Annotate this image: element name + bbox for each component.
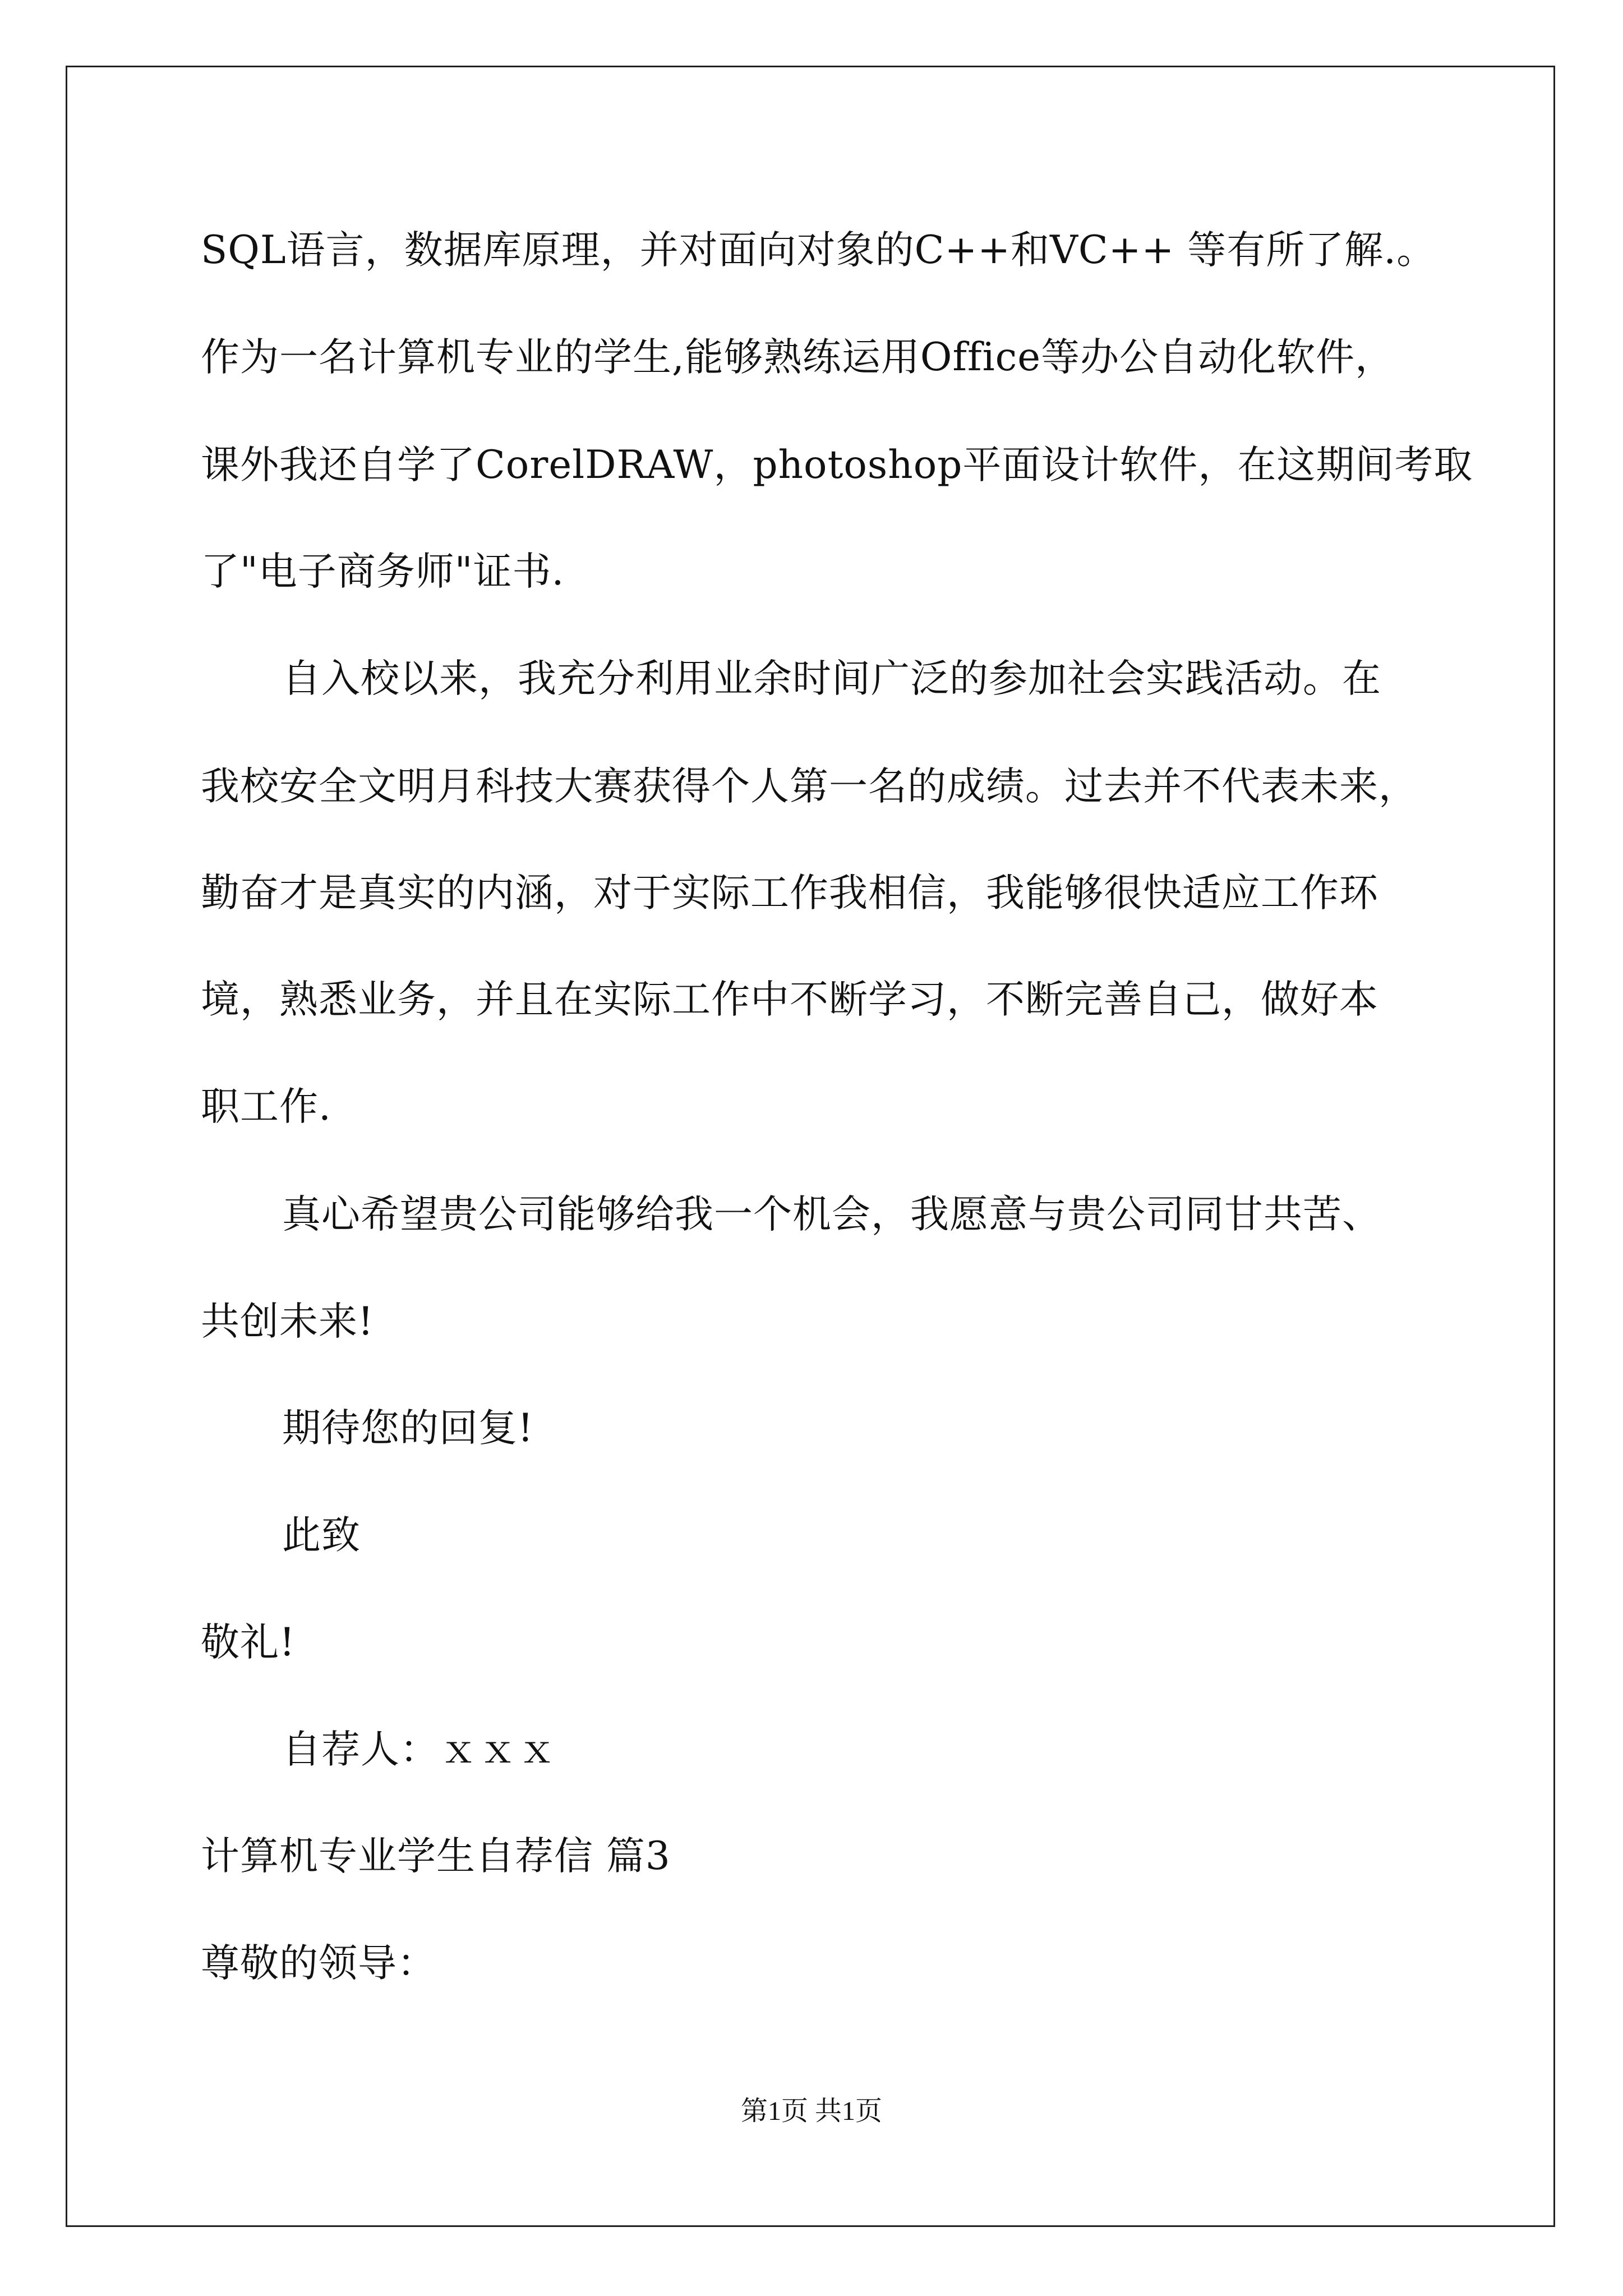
text-line-4: 了"电子商务师"证书. — [201, 549, 565, 594]
paragraph-start-line: 自入校以来，我充分利用业余时间广泛的参加社会实践活动。在 — [282, 656, 1381, 701]
signature-line: 自荐人：ｘｘｘ — [282, 1727, 557, 1772]
text-line-1: SQL语言，数据库原理，并对面向对象的C++和VC++ 等有所了解.。 — [201, 228, 1436, 273]
text-line-7: 勤奋才是真实的内涵，对于实际工作我相信，我能够很快适应工作环 — [201, 871, 1378, 915]
page-footer: 第1页 共1页 — [740, 2096, 882, 2126]
paragraph-start-line: 真心希望贵公司能够给我一个机会，我愿意与贵公司同甘共苦、 — [282, 1192, 1381, 1237]
text-line-6: 我校安全文明月科技大赛获得个人第一名的成绩。过去并不代表未来， — [201, 764, 1418, 809]
salutation-line: 敬礼! — [201, 1620, 296, 1665]
page-border — [66, 66, 1555, 2227]
salutation-line: 此致 — [282, 1513, 361, 1558]
section-title: 计算机专业学生自荐信 篇3 — [201, 1834, 671, 1879]
text-line-8: 境，熟悉业务，并且在实际工作中不断学习，不断完善自己，做好本 — [201, 977, 1378, 1022]
text-line-11: 共创未来! — [201, 1299, 374, 1344]
text-line-3: 课外我还自学了CorelDRAW，photoshop平面设计软件，在这期间考取 — [201, 443, 1473, 487]
text-line-9: 职工作. — [201, 1084, 331, 1129]
closing-line: 期待您的回复! — [282, 1406, 534, 1451]
greeting-line: 尊敬的领导： — [201, 1941, 436, 1986]
text-line-2: 作为一名计算机专业的学生,能够熟练运用Office等办公自动化软件， — [201, 335, 1395, 380]
